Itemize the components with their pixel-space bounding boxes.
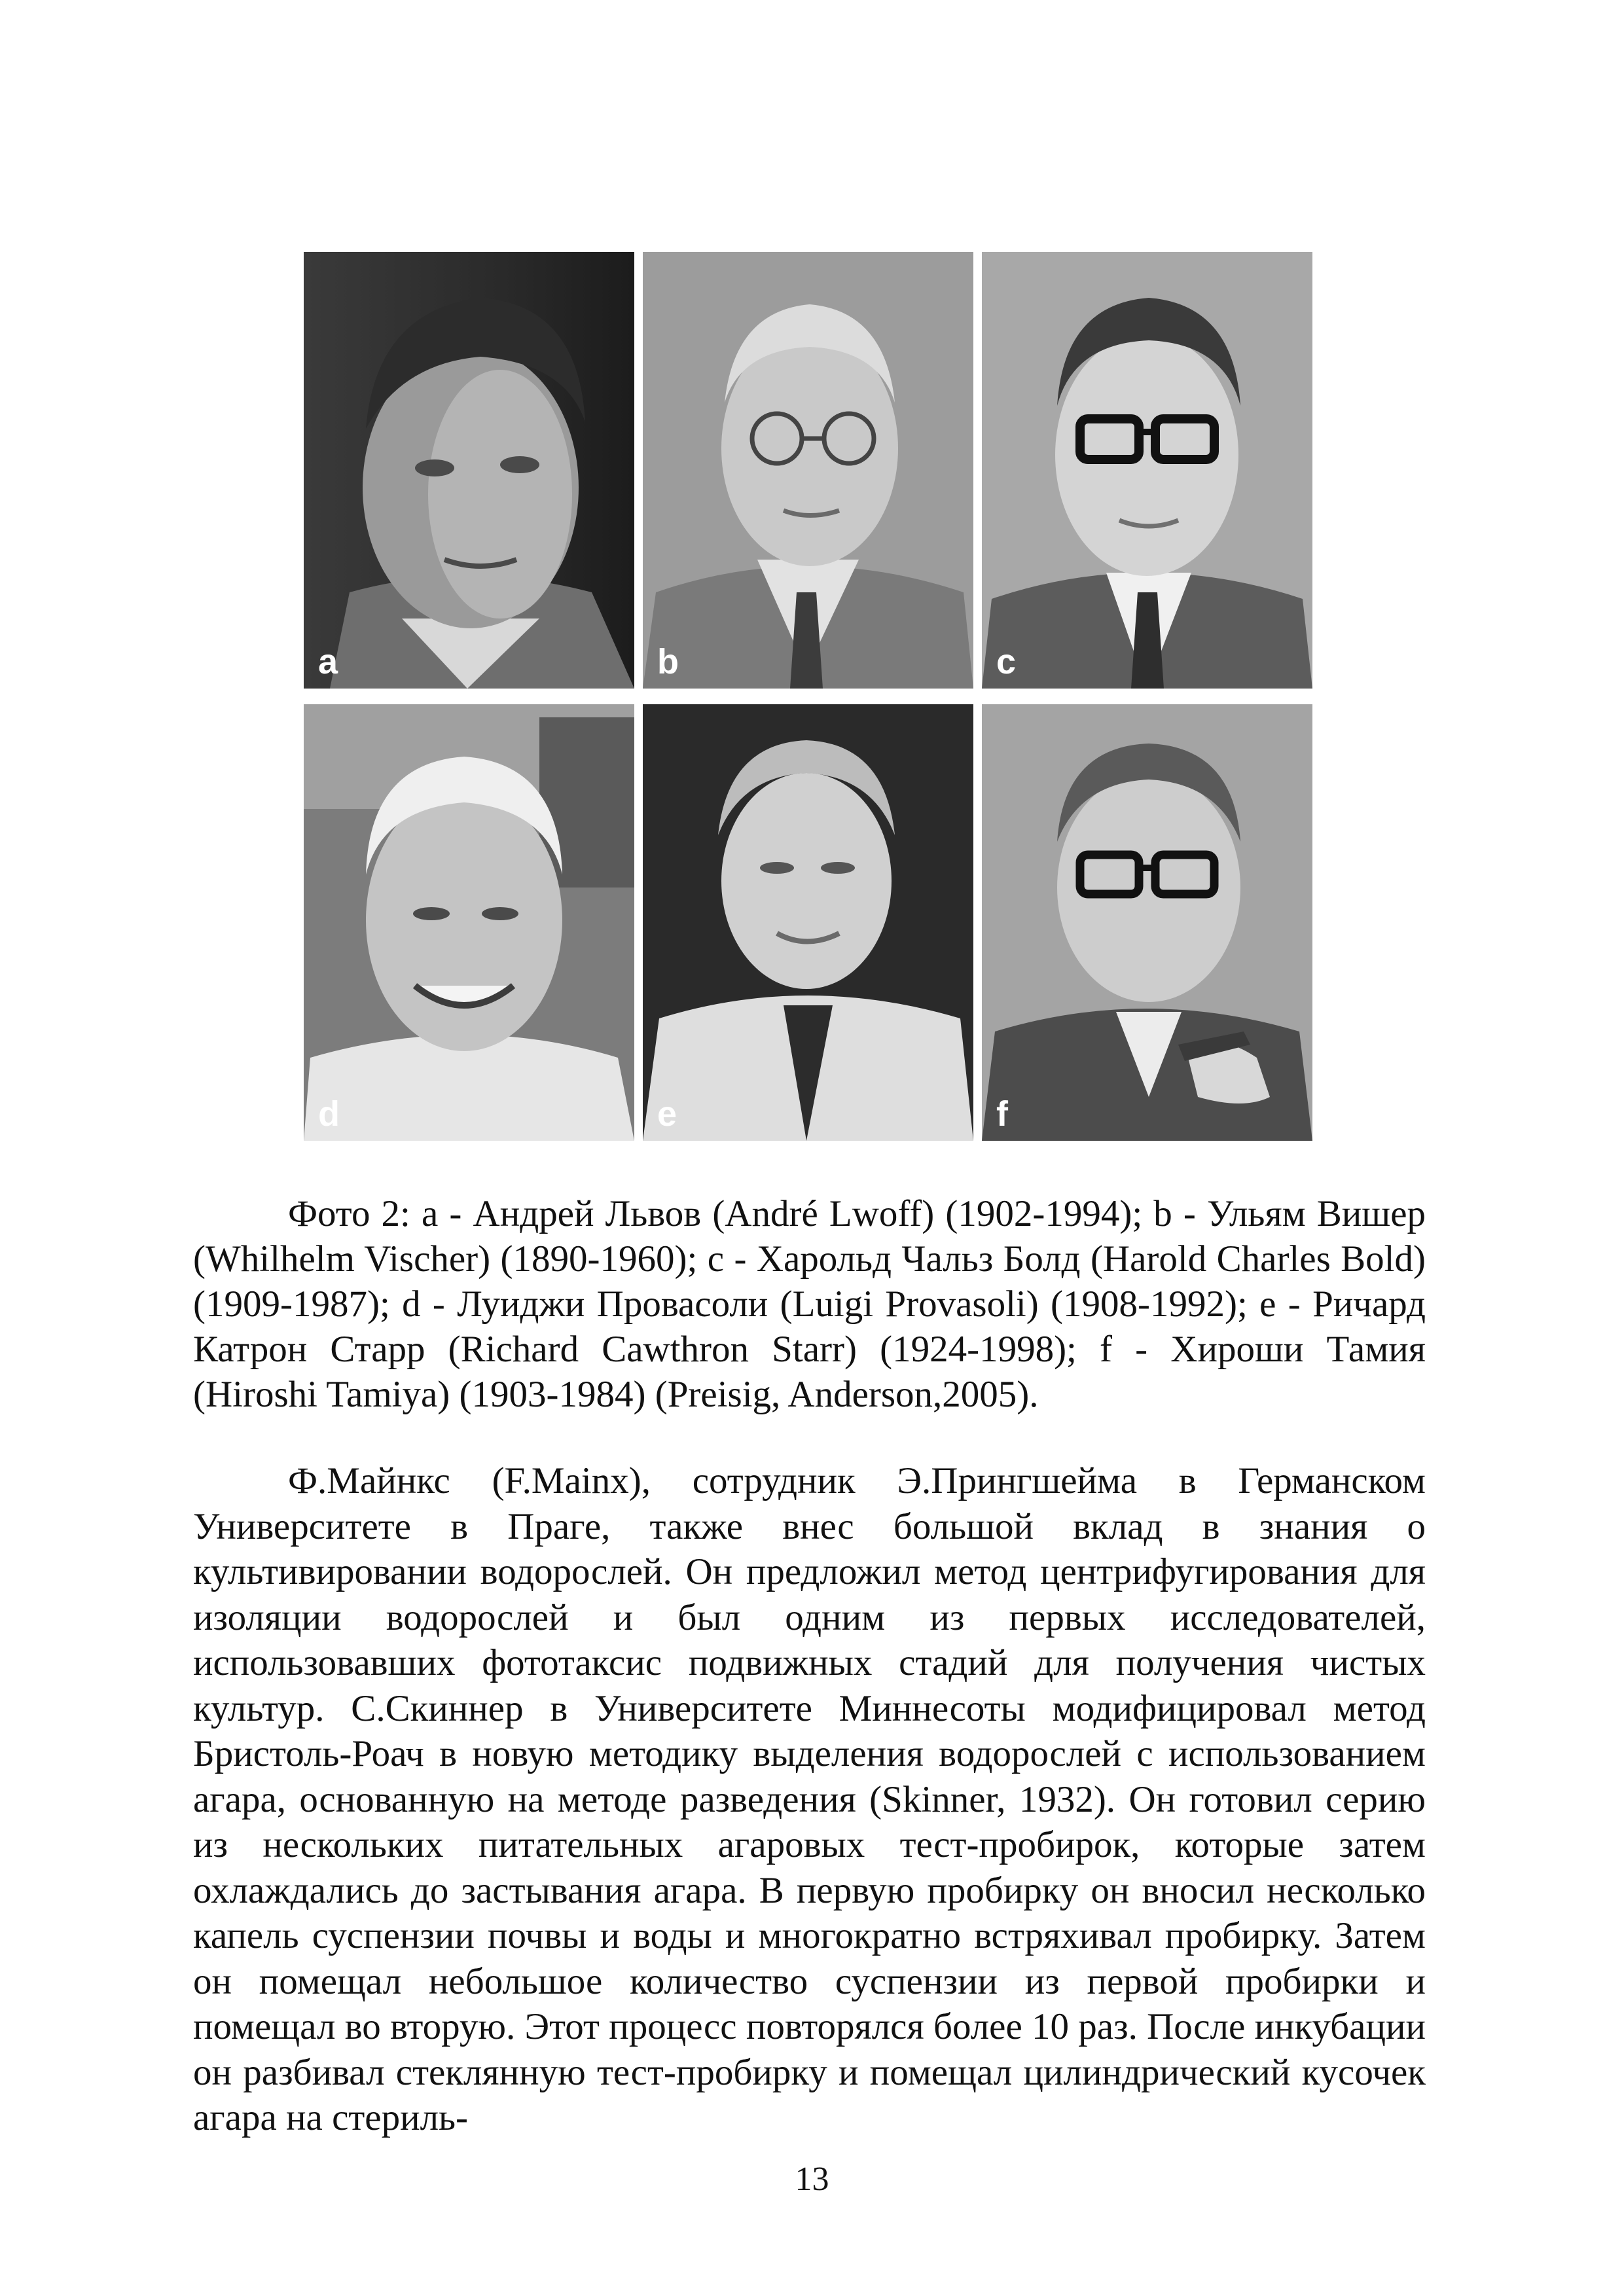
portrait-photo-a — [304, 252, 634, 689]
portrait-image-b — [643, 252, 973, 689]
portrait-photo-b — [643, 252, 973, 689]
portrait-image-c — [982, 252, 1312, 689]
portrait-photo-grid — [304, 252, 1313, 1141]
portrait-photo-c — [982, 252, 1312, 689]
photo-label-d: d — [318, 1094, 340, 1134]
portrait-image-e — [643, 704, 973, 1141]
photo-label-f: f — [996, 1094, 1008, 1134]
photo-label-a: a — [318, 642, 338, 681]
portrait-photo-f — [982, 704, 1312, 1141]
photo-label-e: e — [657, 1094, 677, 1134]
body-paragraph: Ф.Майнкс (F.Mainx), сотрудник Э.Прингшейма в Германском Университете в Праге, также внес большой вклад в знания о культивировании водорослей. Он предложил метод центрифугирования для изоляции водорослей и был одним из первых исследователей, использовавших фототаксис подвижных стадий для получения чистых культур. С.Скиннер в Университете Миннесоты модифицировал метод Бристоль-Роач в новую методику выделения водорослей с использованием агара, основанную на методе разведения (Skinner, 1932). Он готовил серию из нескольких питательных агаровых тест-пробирок, которые затем охлаждались до застывания агара. В первую пробирку он вносил несколько капель суспензии почвы и воды и многократно встряхивал пробирку. Затем он помещал небольшое количество суспензии из первой пробирки и помещал во вторую. Этот процесс повторялся более 10 раз. После инкубации он разбивал стеклянную тест-пробирку и помещал цилиндрический кусочек агара на стериль- — [193, 1460, 1426, 2138]
figure-caption: Фото 2: a - Андрей Львов (André Lwoff) (1902-1994); b - Ульям Вишер (Whilhelm Vischer) (1890-1960); c - Харольд Чальз Болд (Harold Charles Bold) (1909-1987); d - Луиджи Провасоли (Luigi Provasoli) (1908-1992); e - Ричард Катрон Старр (Richard Cawthron Starr) (1924-1998); f - Хироши Тамия (Hiroshi Tamiya) (1903-1984) (Preisig, Anderson,2005). — [193, 1193, 1426, 1415]
photo-label-c: c — [996, 642, 1017, 681]
portrait-photo-d — [304, 704, 634, 1141]
page-number: 13 — [795, 2161, 829, 2198]
portrait-image-f — [982, 704, 1312, 1141]
portrait-image-d — [304, 704, 634, 1141]
portrait-photo-e — [643, 704, 973, 1141]
photo-label-b: b — [657, 642, 679, 681]
portrait-image-a — [304, 252, 634, 689]
